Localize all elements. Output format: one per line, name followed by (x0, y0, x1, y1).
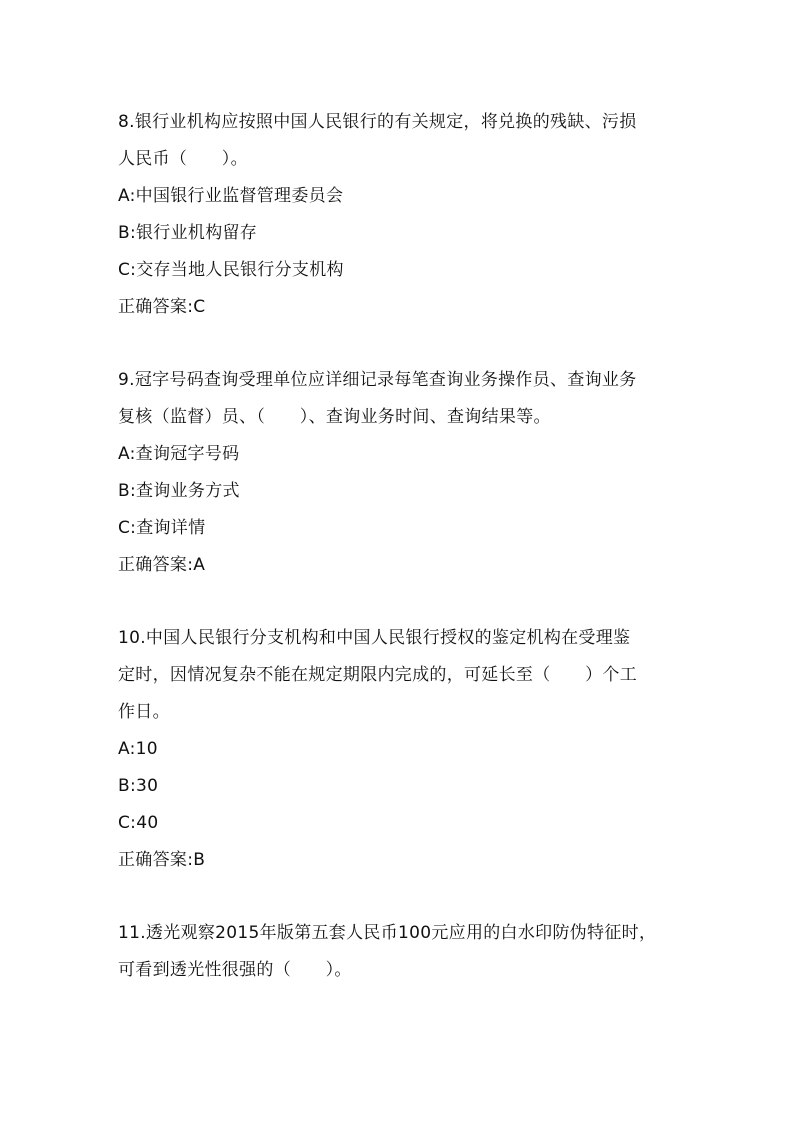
correct-answer: 正确答案:C (118, 297, 206, 317)
option-b: B:30 (118, 776, 159, 796)
question-stem-line: 复核（监督）员、（ ）、查询业务时间、查询结果等。 (118, 407, 551, 427)
question-stem-line: 作日。 (118, 702, 170, 722)
option-c: C:40 (118, 813, 159, 833)
question-8 (118, 104, 698, 326)
correct-answer: 正确答案:A (118, 555, 206, 575)
option-c: C:交存当地人民银行分支机构 (118, 260, 344, 280)
option-a: A:查询冠字号码 (118, 444, 240, 464)
option-a: A:中国银行业监督管理委员会 (118, 186, 344, 206)
question-11 (118, 915, 698, 989)
option-b: B:银行业机构留存 (118, 223, 258, 243)
question-stem-line: 9.冠字号码查询受理单位应详细记录每笔查询业务操作员、查询业务 (118, 370, 637, 390)
question-stem-line: 10.中国人民银行分支机构和中国人民银行授权的鉴定机构在受理鉴 (118, 628, 631, 648)
question-9 (118, 362, 698, 584)
option-b: B:查询业务方式 (118, 481, 240, 501)
question-10 (118, 620, 698, 879)
question-stem-line: 人民币（ ）。 (118, 149, 248, 169)
document-page (118, 104, 698, 1025)
question-stem-line: 11.透光观察2015年版第五套人民币100元应用的白水印防伪特征时， (118, 923, 657, 943)
correct-answer: 正确答案:B (118, 850, 206, 870)
option-c: C:查询详情 (118, 518, 206, 538)
question-stem-line: 可看到透光性很强的（ ）。 (118, 960, 352, 980)
question-stem-line: 定时，因情况复杂不能在规定期限内完成的，可延长至（ ）个工 (118, 665, 637, 685)
question-stem-line: 8.银行业机构应按照中国人民银行的有关规定，将兑换的残缺、污损 (118, 112, 637, 132)
option-a: A:10 (118, 739, 158, 759)
